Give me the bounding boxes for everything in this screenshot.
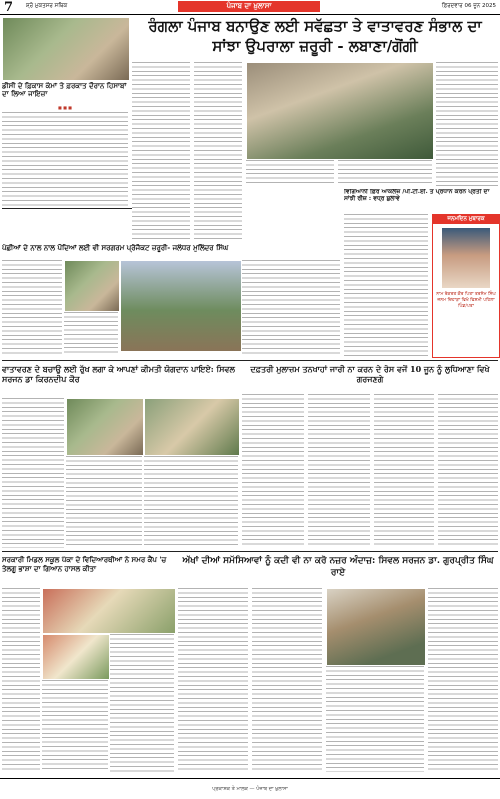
row4-photo-a <box>42 588 176 634</box>
mid-left-col2 <box>64 312 118 356</box>
row4-left-col2 <box>110 634 174 772</box>
headline-trees: ਵਾਤਾਵਰਣ ਦੇ ਬਚਾਉ ਲਈ ਰੁੱਖ ਲਗਾ ਕੇ ਆਪਣਾਂ ਕੀਮਤੀ ਯੋਗਦਾਨ ਪਾਇਏ: ਸਿਵਲ ਸਰਜਨ ਡਾ ਕਿਰਨਦੀਪ ਕੌਰ <box>2 364 235 384</box>
headline-dc-review: ਡੀਸੀ ਦੇ ਫ਼ਿਕਾਸ ਕੰਮਾਂ ਤੇ ਫ਼ਰਕਾਤ ਦੌਰਾਨ ਹਿਸਾਬਾਂ ਦਾ ਲਿਆ ਜਾਇਜ਼ਾ <box>2 82 127 98</box>
lead-headline: ਰੰਗਲਾ ਪੰਜਾਬ ਬਨਾਉਣ ਲਈ ਸਵੱਛਤਾ ਤੇ ਵਾਤਾਵਰਣ ਸੰਭਾਲ ਦਾ ਸਾਂਝਾ ਉਪਰਾਲਾ ਜ਼ਰੂਰੀ - ਲਬਾਣਾ/ਗੋਂਗੀ <box>148 17 482 55</box>
headline-employees: ਦਫ਼ਤਰੀ ਮੁਲਾਜ਼ਮ ਤਨਖਾਹਾਂ ਜਾਰੀ ਨਾ ਕਰਨ ਦੇ ਰੋਸ ਵਜੋਂ 10 ਜੂਨ ਨੂੰ ਲੁਧਿਆਣਾ ਵਿਖੇ ਗਰਜਣਗੇ <box>250 364 490 384</box>
lead-body-col1 <box>132 62 190 242</box>
row4-right-col3 <box>326 666 424 772</box>
headline-telugu-camp: ਸਰਕਾਰੀ ਮਿਡਲ ਸਕੂਲ ਪੱਕਾ ਦੇ ਵਿਦਿਆਰਥੀਆਂ ਨੇ ਸਮਰ ਕੈਂਪ 'ਚ ਤੇਲਗੂ ਭਾਸ਼ਾ ਦਾ ਗਿਆਨ ਹਾਸਲ ਕੀਤਾ <box>2 555 167 573</box>
row3-right-col2 <box>308 394 370 548</box>
row3-left-col3 <box>144 456 238 548</box>
mid-centre-photo <box>120 260 242 352</box>
row3-right-col4 <box>438 394 498 548</box>
mid-left-photo <box>64 260 120 312</box>
birthday-photo <box>441 227 491 289</box>
mid-right-body <box>344 214 428 356</box>
page-number: 7 <box>4 0 14 15</box>
story-photo <box>2 17 130 81</box>
birthday-caption: ਨਾਮ ਰੇਕਰਤ ਕੌਰ ਪਿਤਾ ਤਰਸੇਮ ਸਿੰਘ ਜਨਮ ਦਿਹਾੜਾ ਵਿਖੇ ਵਿਸ਼ਮੀ ਪਹਿਲਾ ਪਿੰਡ/ਪਤਾ <box>436 292 496 309</box>
lead-photo-group <box>246 62 434 160</box>
row3-right-col1 <box>242 394 304 548</box>
row3-left-col1 <box>2 398 64 548</box>
row4-right-col1 <box>178 588 248 772</box>
lead-body-col2 <box>194 62 242 242</box>
mid-centre-body <box>242 260 340 356</box>
section-banner: ਪੰਜਾਬ ਦਾ ਖ਼ੁਲਾਸਾ <box>178 1 320 12</box>
row4-right-col4 <box>428 588 498 772</box>
lead-body-col3 <box>436 62 498 186</box>
footer-imprint: ਪ੍ਰਕਾਸ਼ਕ ਤੇ ਮਾਲਕ — ਪੰਜਾਬ ਦਾ ਖ਼ੁਲਾਸਾ <box>0 778 500 799</box>
byline: ■ ■ ■ <box>58 105 72 110</box>
birthday-box <box>432 214 500 358</box>
paper-name: ਸ਼੍ਰੋ ਮੁਕਤਸਰ ਸਥਿਕ <box>26 3 68 9</box>
headline-birds-plants: ਪੰਛੀਆਂ ਦੇ ਨਾਲ ਨਾਲ ਪੌਦਿਆਂ ਲਈ ਵੀ ਸਰਗਰਮ ਪ੍ਰੋਜੈਕਟ ਜ਼ਰੂਰੀ- ਜਲੰਧਰ ਮੁਲਿੰਦਰ ਸਿੰਘ <box>2 244 229 252</box>
row4-photo-b <box>42 634 110 680</box>
issue-date: ਫ਼ਿਰਦਵਾਰ 06 ਜੂਨ 2025 <box>441 3 496 9</box>
row3-left-col2 <box>66 456 142 548</box>
masthead <box>0 0 500 15</box>
headline-scientist: ਵਿਗਿਆਨੀ ਫ਼ਿਰ ਆਕਲੈਂਜ਼ /ਪੀ.ਟੀ.ਈ. ਤੇ ਪ੍ਰਧਾਨ ਕਰਨ ਪ੍ਰਤੀ ਦਾ ਸਾਂਝੀ ਰੀਜ਼ : ਵਧ੍ਰ ਬੁਲਾਵੇ <box>344 189 490 202</box>
row3-right-col3 <box>374 394 434 548</box>
birthday-title: ਜਨਮਦਿਨ ਮੁਬਾਰਕ <box>433 215 499 224</box>
row3-photo-a <box>66 398 144 456</box>
row4-left-col1 <box>2 588 40 772</box>
lead-body-col4 <box>246 160 334 186</box>
lead-body-col5 <box>338 160 432 186</box>
mid-left-col1 <box>2 260 62 356</box>
row4-photo-c <box>326 588 426 666</box>
headline-eye-problems: ਅੱਖਾਂ ਦੀਆਂ ਸਮੱਸਿਆਵਾਂ ਨੂੰ ਕਦੀ ਵੀ ਨਾ ਕਰੋ ਨਜ਼ਰ ਅੰਦਾਜ਼: ਸਿਵਲ ਸਰਜਨ ਡਾ. ਗੁਰਪ੍ਰੀਤ ਸਿੰਘ ਰਾਏ <box>182 556 494 578</box>
row3-photo-b <box>144 398 240 456</box>
row4-right-col2 <box>252 588 322 772</box>
story-body <box>2 112 128 206</box>
row4-left-col3 <box>42 680 108 772</box>
